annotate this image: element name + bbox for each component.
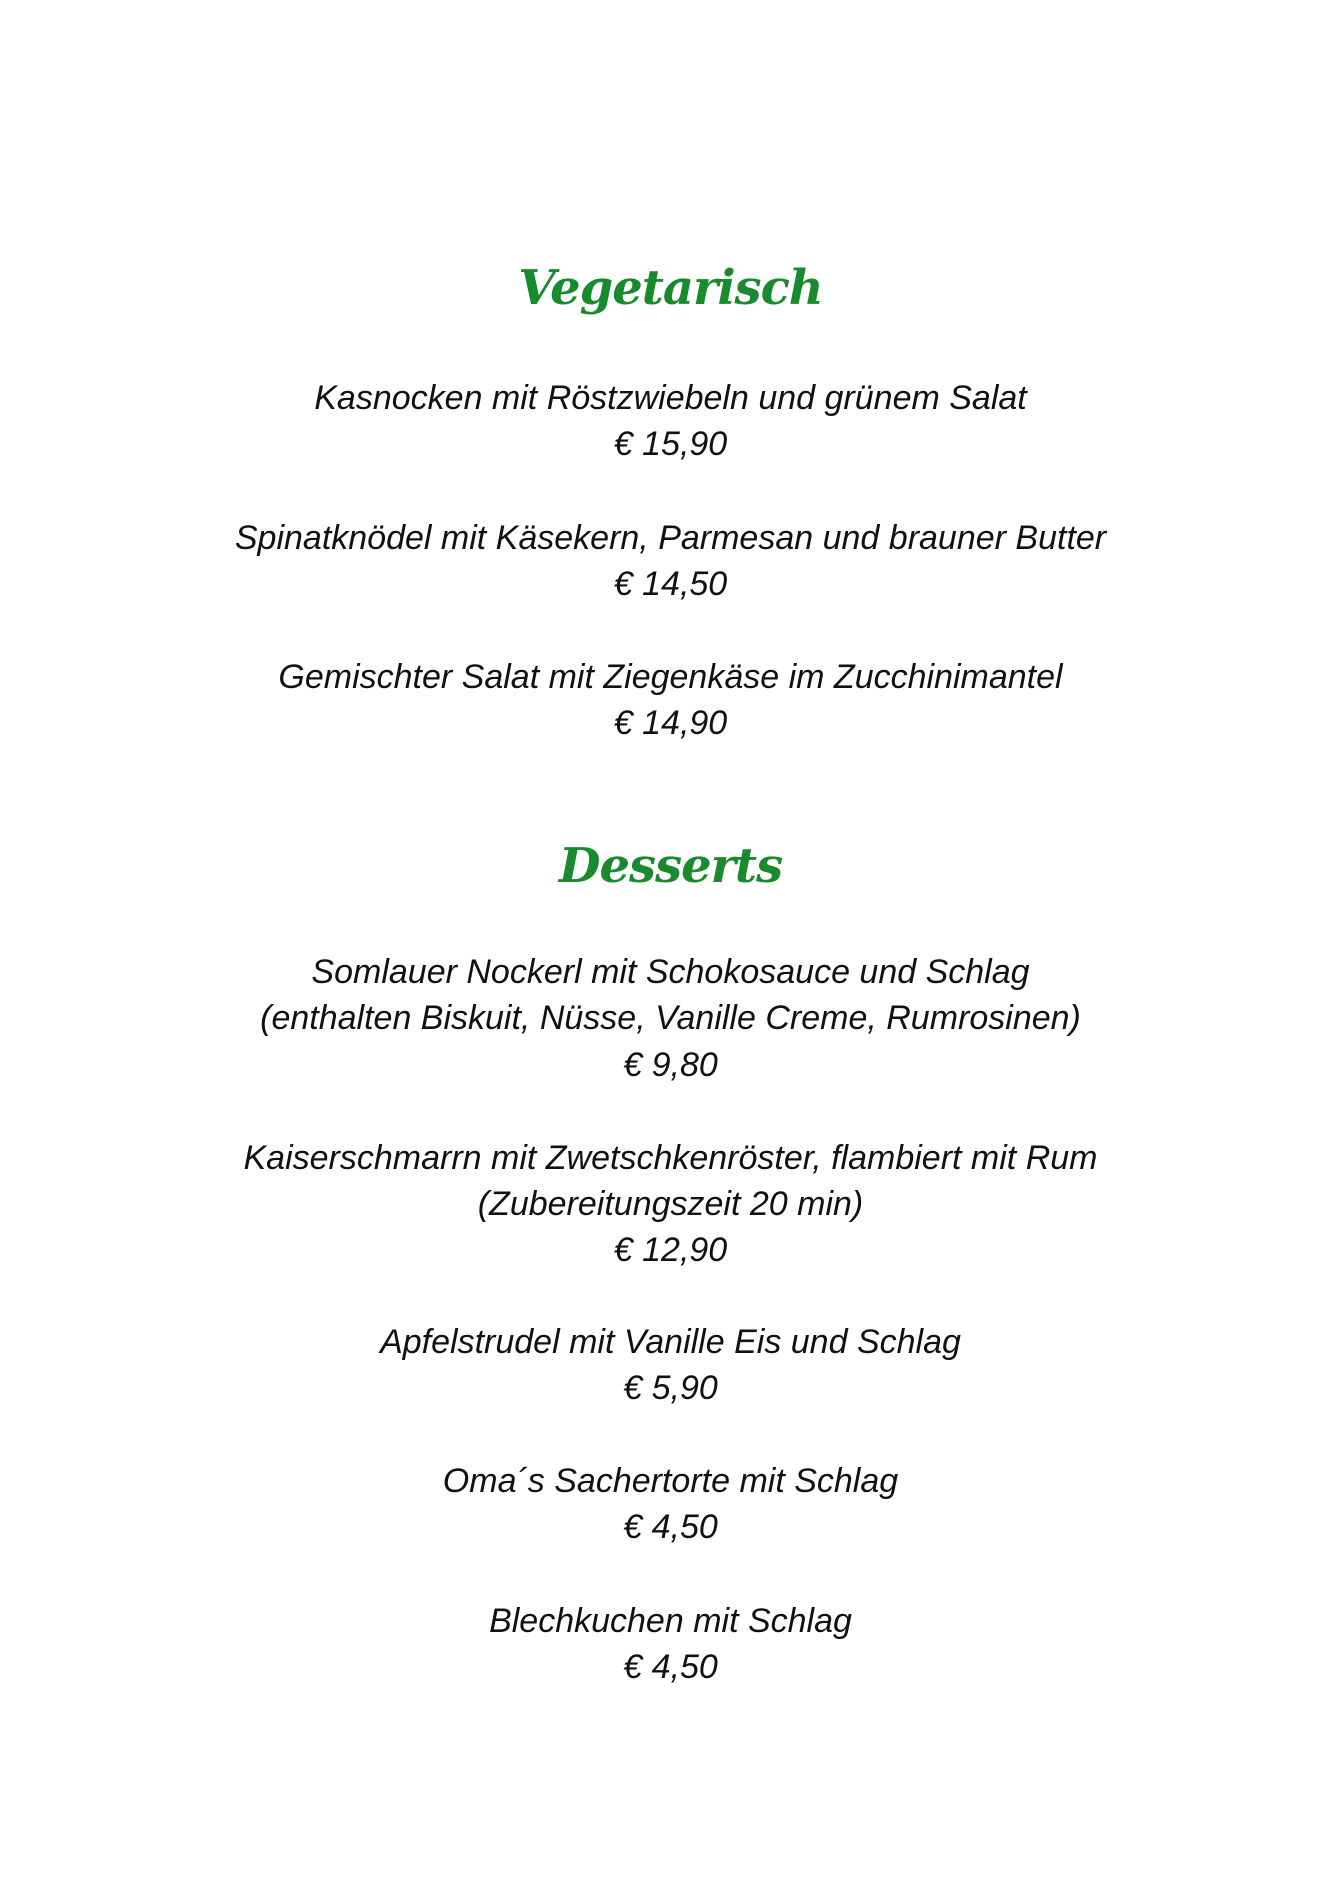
menu-item-price: € 14,90 [613,704,728,742]
menu-item-price: € 14,50 [613,565,728,603]
menu-item-name: Apfelstrudel mit Vanille Eis und Schlag [380,1323,961,1361]
menu-item-name: Gemischter Salat mit Ziegenkäse im Zucchinimantel [278,658,1063,696]
menu-item-name: Kasnocken mit Röstzwiebeln und grünem Salat [314,379,1027,417]
section-title-desserts: Desserts [558,838,783,894]
menu-item-price: € 4,50 [623,1648,718,1686]
menu-item-name: Spinatknödel mit Käsekern, Parmesan und brauner Butter [234,519,1107,557]
menu-item-note: (enthalten Biskuit, Nüsse, Vanille Creme, Rumrosinen) [260,999,1081,1037]
menu-item-price: € 4,50 [623,1508,718,1546]
menu-item-name: Kaiserschmarrn mit Zwetschkenröster, flambiert mit Rum [243,1139,1098,1177]
menu-item-price: € 15,90 [613,425,728,463]
menu-item-price: € 5,90 [623,1369,718,1407]
menu-item-name: Oma´s Sachertorte mit Schlag [442,1462,899,1500]
menu-item-name: Somlauer Nockerl mit Schokosauce und Schlag [311,953,1030,991]
menu-item-price: € 12,90 [613,1231,728,1269]
menu-item-price: € 9,80 [623,1046,718,1084]
section-title-vegetarisch: Vegetarisch [518,260,823,316]
menu-item-name: Blechkuchen mit Schlag [489,1602,852,1640]
menu-item-note: (Zubereitungszeit 20 min) [477,1185,864,1223]
